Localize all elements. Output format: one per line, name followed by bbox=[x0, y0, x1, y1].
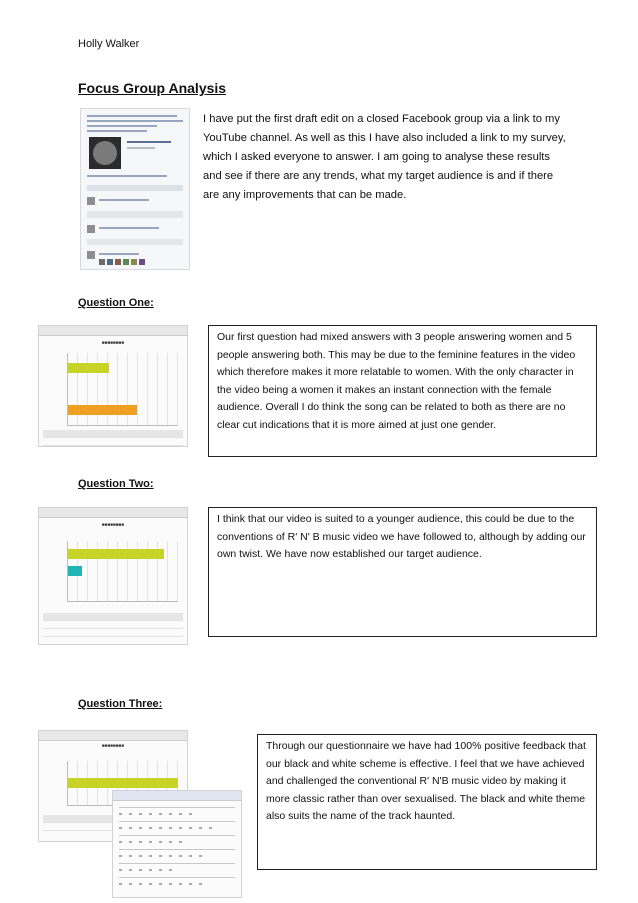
question-two-answer-box bbox=[208, 507, 597, 637]
q2-bar-1 bbox=[68, 566, 82, 576]
q1-plot-area bbox=[67, 353, 178, 426]
author-name: Holly Walker bbox=[78, 38, 140, 50]
intro-paragraph: I have put the first draft edit on a closed Facebook group via a link to my YouTube channel. As well as this I have also included a link to my survey, which I asked everyone to answer. I am going to analyse these results and see if there are any trends, what my target audience is and if there are any improvements that can be made. bbox=[203, 113, 566, 201]
question-one-heading: Question One: bbox=[78, 297, 154, 309]
q1-bar-0 bbox=[68, 363, 109, 373]
question-three-answer-text: Through our questionnaire we have had 100% positive feedback that our black and white scheme is effective. I feel that we have achieved and challenged the conventional R' N'B music video by making it more classic rather than over sexualised. The black and white theme also suits the name of the track haunted. bbox=[266, 740, 586, 822]
facebook-post-screenshot bbox=[80, 108, 190, 270]
question-two-answer-text: I think that our video is suited to a younger audience, this could be due to the conventions of R' N' B music video we have followed to, although by adding our own twist. We have now established our target audience. bbox=[217, 513, 586, 560]
question-one-survey-chart: ■■■■■■■■ bbox=[38, 325, 188, 447]
q1-bar-2 bbox=[68, 405, 137, 415]
question-three-survey-chart: ■■■■■■■■ bbox=[38, 730, 188, 842]
q2-bar-0 bbox=[68, 549, 164, 559]
question-three-heading: Question Three: bbox=[78, 698, 163, 710]
question-three-answer-box bbox=[257, 734, 597, 870]
page-title: Focus Group Analysis bbox=[78, 80, 227, 96]
question-two-heading: Question Two: bbox=[78, 478, 154, 490]
q2-plot-area bbox=[67, 541, 178, 602]
question-one-answer-box bbox=[208, 325, 597, 457]
q3-bar-0 bbox=[68, 778, 178, 788]
question-two-survey-chart: ■■■■■■■■ bbox=[38, 507, 188, 645]
question-one-answer-text: Our first question had mixed answers with 3 people answering women and 5 people answering both. This may be due to the feminine features in the video which therefore makes it more relatable to women. With the only character in the video being a women it makes an instant connection with the female audience. Overall I do think the song can be related to both as there are no clear cut indications that it is more aimed at just one gender. bbox=[217, 331, 576, 431]
questionnaire-responses-screenshot bbox=[112, 790, 242, 898]
